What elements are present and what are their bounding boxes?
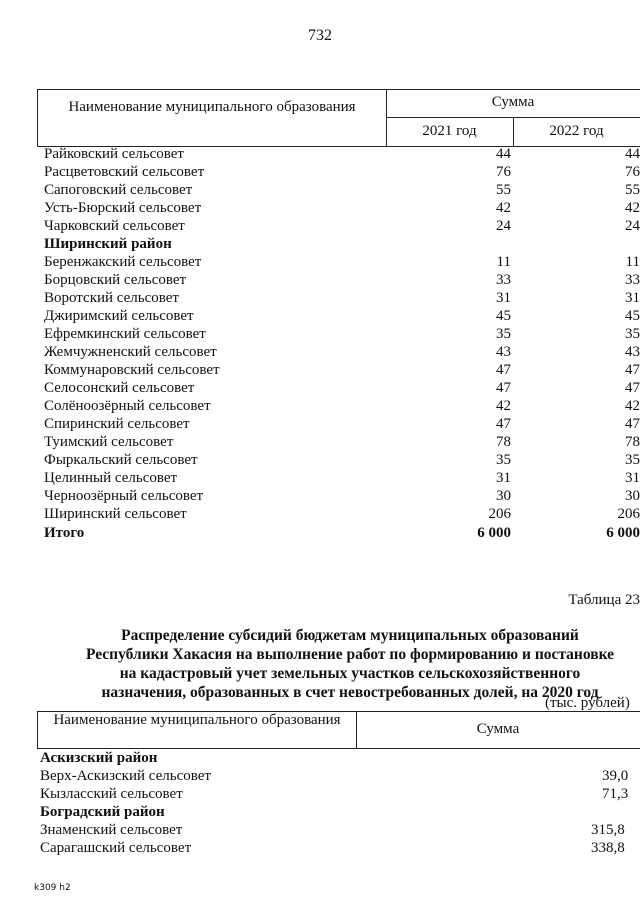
table2-sum-header: Сумма: [476, 721, 520, 737]
table-row: [0, 272, 640, 290]
row-value: 338,8: [591, 840, 625, 856]
row-name: Джиримский сельсовет: [44, 308, 194, 324]
row-value-2021: 31: [496, 470, 511, 486]
row-name: Райковский сельсовет: [44, 146, 184, 162]
table1-year1-header: 2021 год: [422, 123, 477, 139]
row-name: Верх-Аскизский сельсовет: [40, 768, 211, 784]
row-value-2022: 47: [625, 362, 640, 378]
units-label: (тыс. рублей): [545, 695, 630, 711]
row-value: 315,8: [591, 822, 625, 838]
table2-name-header: Наименование муниципального образования: [53, 712, 341, 728]
total-row: [0, 525, 640, 543]
row-value-2021: 45: [496, 308, 511, 324]
row-name: Туимский сельсовет: [44, 434, 174, 450]
row-value-2021: 35: [496, 452, 511, 468]
row-name: Коммунаровский сельсовет: [44, 362, 220, 378]
row-value-2021: 78: [496, 434, 511, 450]
row-value-2022: 24: [625, 218, 640, 234]
table-row: [0, 470, 640, 488]
table-row: [0, 786, 640, 804]
row-value-2021: 47: [496, 416, 511, 432]
table-row: [0, 146, 640, 164]
row-value-2021: 11: [496, 254, 511, 270]
row-value: 71,3: [602, 786, 629, 802]
row-name: Сапоговский сельсовет: [44, 182, 193, 198]
row-value-2021: 47: [496, 362, 511, 378]
row-name: Фыркальский сельсовет: [44, 452, 198, 468]
row-value-2022: 31: [625, 290, 640, 306]
table-row: [0, 380, 640, 398]
row-value-2022: 35: [625, 452, 640, 468]
table1-year2-header: 2022 год: [549, 123, 604, 139]
row-value-2022: 33: [625, 272, 640, 288]
total-value-2021: 6 000: [477, 525, 511, 541]
row-value-2021: 31: [496, 290, 511, 306]
table-row: [0, 362, 640, 380]
district-row: [0, 750, 640, 768]
row-value-2022: 78: [625, 434, 640, 450]
row-name: Усть-Бюрский сельсовет: [44, 200, 202, 216]
row-value-2021: 44: [496, 146, 511, 162]
row-value-2022: 45: [625, 308, 640, 324]
row-value-2022: 30: [625, 488, 640, 504]
section-title-line-2: Республики Хакасия на выполнение работ по формированию и постановке: [85, 646, 615, 663]
row-value-2022: 31: [625, 470, 640, 486]
table-row: [0, 398, 640, 416]
row-value-2022: 76: [625, 164, 640, 180]
row-name: Знаменский сельсовет: [40, 822, 183, 838]
table-row: [0, 200, 640, 218]
row-value-2021: 42: [496, 398, 511, 414]
row-name: Чарковский сельсовет: [44, 218, 185, 234]
row-name: Ефремкинский сельсовет: [44, 326, 206, 342]
row-value-2021: 43: [496, 344, 511, 360]
footer-code: k309 h2: [34, 883, 71, 893]
row-name: Кызласский сельсовет: [40, 786, 183, 802]
table-row: [0, 434, 640, 452]
table-row: [0, 326, 640, 344]
row-value-2021: 76: [496, 164, 511, 180]
section-title-line-3: на кадастровый учет земельных участков сельскохозяйственного: [119, 665, 581, 682]
district-row: [0, 804, 640, 822]
table-row: [0, 768, 640, 786]
table-row: [0, 218, 640, 236]
row-value-2022: 43: [625, 344, 640, 360]
row-value-2022: 47: [625, 380, 640, 396]
district-name: Ширинский район: [44, 236, 172, 252]
table-row: [0, 164, 640, 182]
row-value-2022: 11: [625, 254, 640, 270]
row-name: Спиринский сельсовет: [44, 416, 190, 432]
table-row: [0, 182, 640, 200]
section-title-line-1: Распределение субсидий бюджетам муниципальных образований: [121, 627, 579, 644]
row-name: Борцовский сельсовет: [44, 272, 187, 288]
table-row: [0, 254, 640, 272]
row-name: Черноозёрный сельсовет: [44, 488, 204, 504]
row-value-2022: 42: [625, 200, 640, 216]
row-value-2022: 44: [625, 146, 640, 162]
row-name: Воротский сельсовет: [44, 290, 179, 306]
row-name: Солёноозёрный сельсовет: [44, 398, 211, 414]
row-value-2021: 30: [496, 488, 511, 504]
row-value-2021: 47: [496, 380, 511, 396]
row-name: Сарагашский сельсовет: [40, 840, 192, 856]
table-row: [0, 506, 640, 524]
row-value-2021: 35: [496, 326, 511, 342]
row-value-2021: 55: [496, 182, 511, 198]
row-value: 39,0: [602, 768, 629, 784]
page-number: 732: [308, 27, 332, 44]
row-value-2022: 35: [625, 326, 640, 342]
section-title-line-4: назначения, образованных в счет невостребованных долей, на 2020 год: [101, 684, 599, 701]
table-caption: Таблица 23: [568, 592, 640, 608]
table-row: [0, 416, 640, 434]
table-row: [0, 822, 640, 840]
district-name: Аскизский район: [40, 750, 158, 766]
row-value-2022: 42: [625, 398, 640, 414]
row-name: Селосонский сельсовет: [44, 380, 195, 396]
table-row: [0, 308, 640, 326]
row-value-2022: 55: [625, 182, 640, 198]
table-row: [0, 840, 640, 858]
row-value-2021: 24: [496, 218, 511, 234]
table-row: [0, 344, 640, 362]
row-value-2022: 47: [625, 416, 640, 432]
row-value-2021: 33: [496, 272, 511, 288]
district-name: Боградский район: [40, 804, 165, 820]
district-row: [0, 236, 640, 254]
row-name: Ширинский сельсовет: [44, 506, 187, 522]
table-row: [0, 290, 640, 308]
table1-sum-header: Сумма: [491, 94, 535, 110]
table-row: [0, 488, 640, 506]
total-label: Итого: [44, 525, 85, 541]
row-name: Беренжакский сельсовет: [44, 254, 202, 270]
row-name: Расцветовский сельсовет: [44, 164, 205, 180]
table-row: [0, 452, 640, 470]
row-value-2022: 206: [617, 506, 640, 522]
row-value-2021: 42: [496, 200, 511, 216]
row-value-2021: 206: [488, 506, 511, 522]
row-name: Целинный сельсовет: [44, 470, 178, 486]
total-value-2022: 6 000: [606, 525, 640, 541]
table1-name-header: Наименование муниципального образования: [68, 99, 356, 115]
row-name: Жемчужненский сельсовет: [44, 344, 217, 360]
